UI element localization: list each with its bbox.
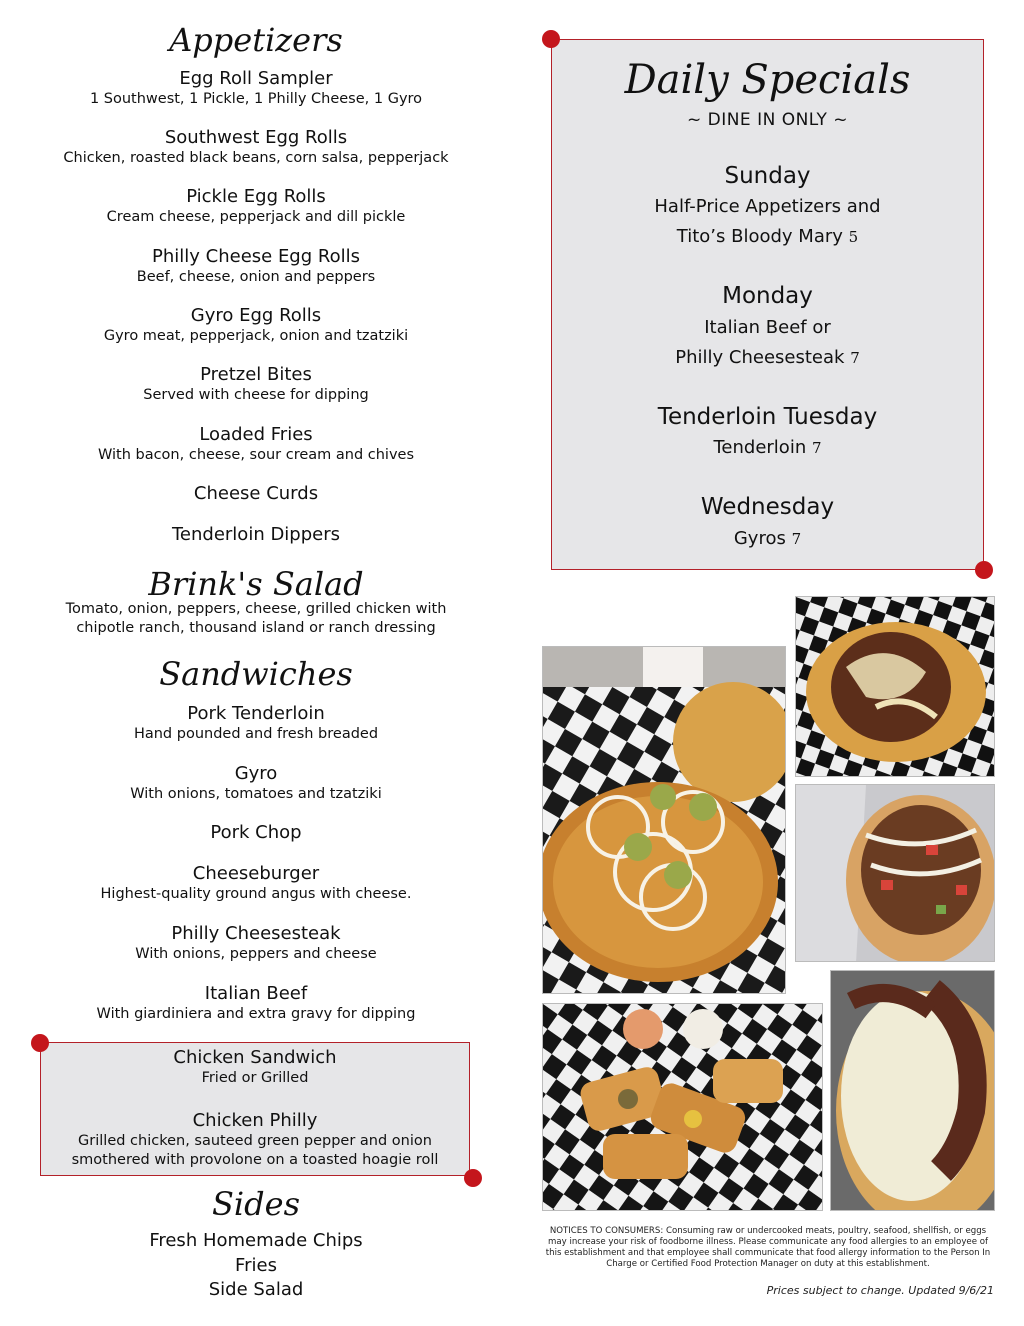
item-desc: Cream cheese, pepperjack and dill pickle <box>106 209 406 225</box>
item-desc: Served with cheese for dipping <box>143 387 369 403</box>
sandwiches-title: Sandwiches <box>159 655 353 693</box>
egg-rolls-photo <box>542 1003 823 1211</box>
sides-title: Sides <box>212 1185 300 1223</box>
sandwich-item <box>40 923 472 964</box>
item-name: Egg Roll Sampler <box>179 68 333 89</box>
decor-dot <box>464 1169 482 1187</box>
salad-title: Brink's Salad <box>148 565 364 603</box>
sides-list <box>40 1229 472 1303</box>
item-desc: 1 Southwest, 1 Pickle, 1 Philly Cheese, 1 Gyro <box>89 91 423 107</box>
sides-section <box>40 1186 472 1303</box>
sandwich-item <box>40 703 472 744</box>
sandwich-item <box>40 763 472 804</box>
item-name: Cheese Curds <box>193 483 319 504</box>
featured-item <box>41 1110 469 1170</box>
item-desc: With onions, peppers and cheese <box>135 946 377 962</box>
appetizer-item <box>40 305 472 346</box>
special-price: 7 <box>811 439 822 457</box>
item-name: Gyro <box>234 763 278 784</box>
gyro-photo <box>795 784 995 962</box>
special-day: Wednesday <box>700 494 835 520</box>
special-line: Tenderloin 7 <box>713 437 822 458</box>
item-desc: Hand pounded and fresh breaded <box>133 726 379 742</box>
item-name: Chicken Sandwich <box>173 1047 337 1068</box>
featured-chicken-box <box>40 1042 470 1176</box>
decor-dot <box>542 30 560 48</box>
appetizer-item <box>40 68 472 109</box>
special-price: 5 <box>848 228 859 246</box>
item-name: Loaded Fries <box>199 424 313 445</box>
item-name: Pork Chop <box>210 822 302 843</box>
appetizer-item <box>40 424 472 465</box>
tenderloin-sandwich-photo <box>542 646 786 994</box>
appetizers-title: Appetizers <box>169 21 343 59</box>
prices-updated-note: Prices subject to change. Updated 9/6/21 <box>766 1284 994 1297</box>
item-name: Gyro Egg Rolls <box>190 305 322 326</box>
side-item: Side Salad <box>208 1279 304 1300</box>
item-name: Cheeseburger <box>192 863 320 884</box>
appetizer-item <box>40 524 472 546</box>
specials-subtitle: ~ DINE IN ONLY ~ <box>686 110 849 130</box>
item-name: Southwest Egg Rolls <box>164 127 348 148</box>
item-name: Philly Cheesesteak <box>171 923 341 944</box>
decor-dot <box>31 1034 49 1052</box>
appetizer-item <box>40 364 472 405</box>
special-line: Philly Cheesesteak 7 <box>675 347 860 368</box>
item-desc: Grilled chicken, sauteed green pepper and onion <box>78 1133 432 1149</box>
consumer-notice: NOTICES TO CONSUMERS: Consuming raw or undercooked meats, poultry, seafood, shellfish, or eggs may increase your risk of foodborne illness. Please communicate any food allergies to an employee of this establishment and that employee shall communicate that food allergy information to the Person In Charge or Certified Food Protection Manager on duty at this establishment. <box>545 1226 991 1269</box>
italian-beef-photo <box>830 970 995 1211</box>
special-day: Sunday <box>724 163 811 189</box>
special-line: Italian Beef or <box>704 317 831 338</box>
item-desc: Fried or Grilled <box>201 1070 309 1086</box>
item-desc: Gyro meat, pepperjack, onion and tzatziki <box>103 328 409 344</box>
item-name: Philly Cheese Egg Rolls <box>152 246 360 267</box>
item-desc: With onions, tomatoes and tzatziki <box>130 786 382 802</box>
item-name: Chicken Philly <box>192 1110 318 1131</box>
item-desc: With giardiniera and extra gravy for dipping <box>96 1006 416 1022</box>
sandwich-item <box>40 822 472 844</box>
side-item: Fries <box>235 1254 277 1276</box>
special-day: Monday <box>722 283 813 309</box>
side-item: Fresh Homemade Chips <box>149 1230 363 1251</box>
item-desc: Beef, cheese, onion and peppers <box>136 269 376 285</box>
item-desc: With bacon, cheese, sour cream and chives <box>97 447 415 463</box>
item-desc: Chicken, roasted black beans, corn salsa, pepperjack <box>63 150 449 166</box>
item-name: Tenderloin Dippers <box>171 524 341 545</box>
special-line: Half-Price Appetizers and <box>654 196 881 217</box>
special-line: Gyros 7 <box>733 528 802 549</box>
sandwich-item <box>40 863 472 904</box>
item-desc: smothered with provolone on a toasted hoagie roll <box>71 1152 439 1168</box>
appetizer-item <box>40 483 472 505</box>
appetizer-item <box>40 127 472 168</box>
decor-dot <box>975 561 993 579</box>
featured-item <box>41 1047 469 1088</box>
sandwich-item <box>40 983 472 1024</box>
item-desc: Highest-quality ground angus with cheese. <box>100 886 412 902</box>
special-line: Tito’s Bloody Mary 5 <box>676 226 859 247</box>
item-name: Pickle Egg Rolls <box>186 186 326 207</box>
salad-desc: Tomato, onion, peppers, cheese, grilled chicken with chipotle ranch, thousand island or ranch dressing <box>65 601 447 636</box>
specials-title: Daily Specials <box>624 57 911 103</box>
item-name: Pork Tenderloin <box>187 703 325 724</box>
loaded-fries-photo <box>795 596 995 777</box>
item-name: Pretzel Bites <box>200 364 312 385</box>
appetizer-item <box>40 186 472 227</box>
special-price: 7 <box>850 349 860 367</box>
special-day: Tenderloin Tuesday <box>657 404 878 430</box>
item-name: Italian Beef <box>204 983 308 1004</box>
daily-specials-box <box>551 39 984 570</box>
appetizer-item <box>40 246 472 287</box>
special-price: 7 <box>791 530 802 548</box>
